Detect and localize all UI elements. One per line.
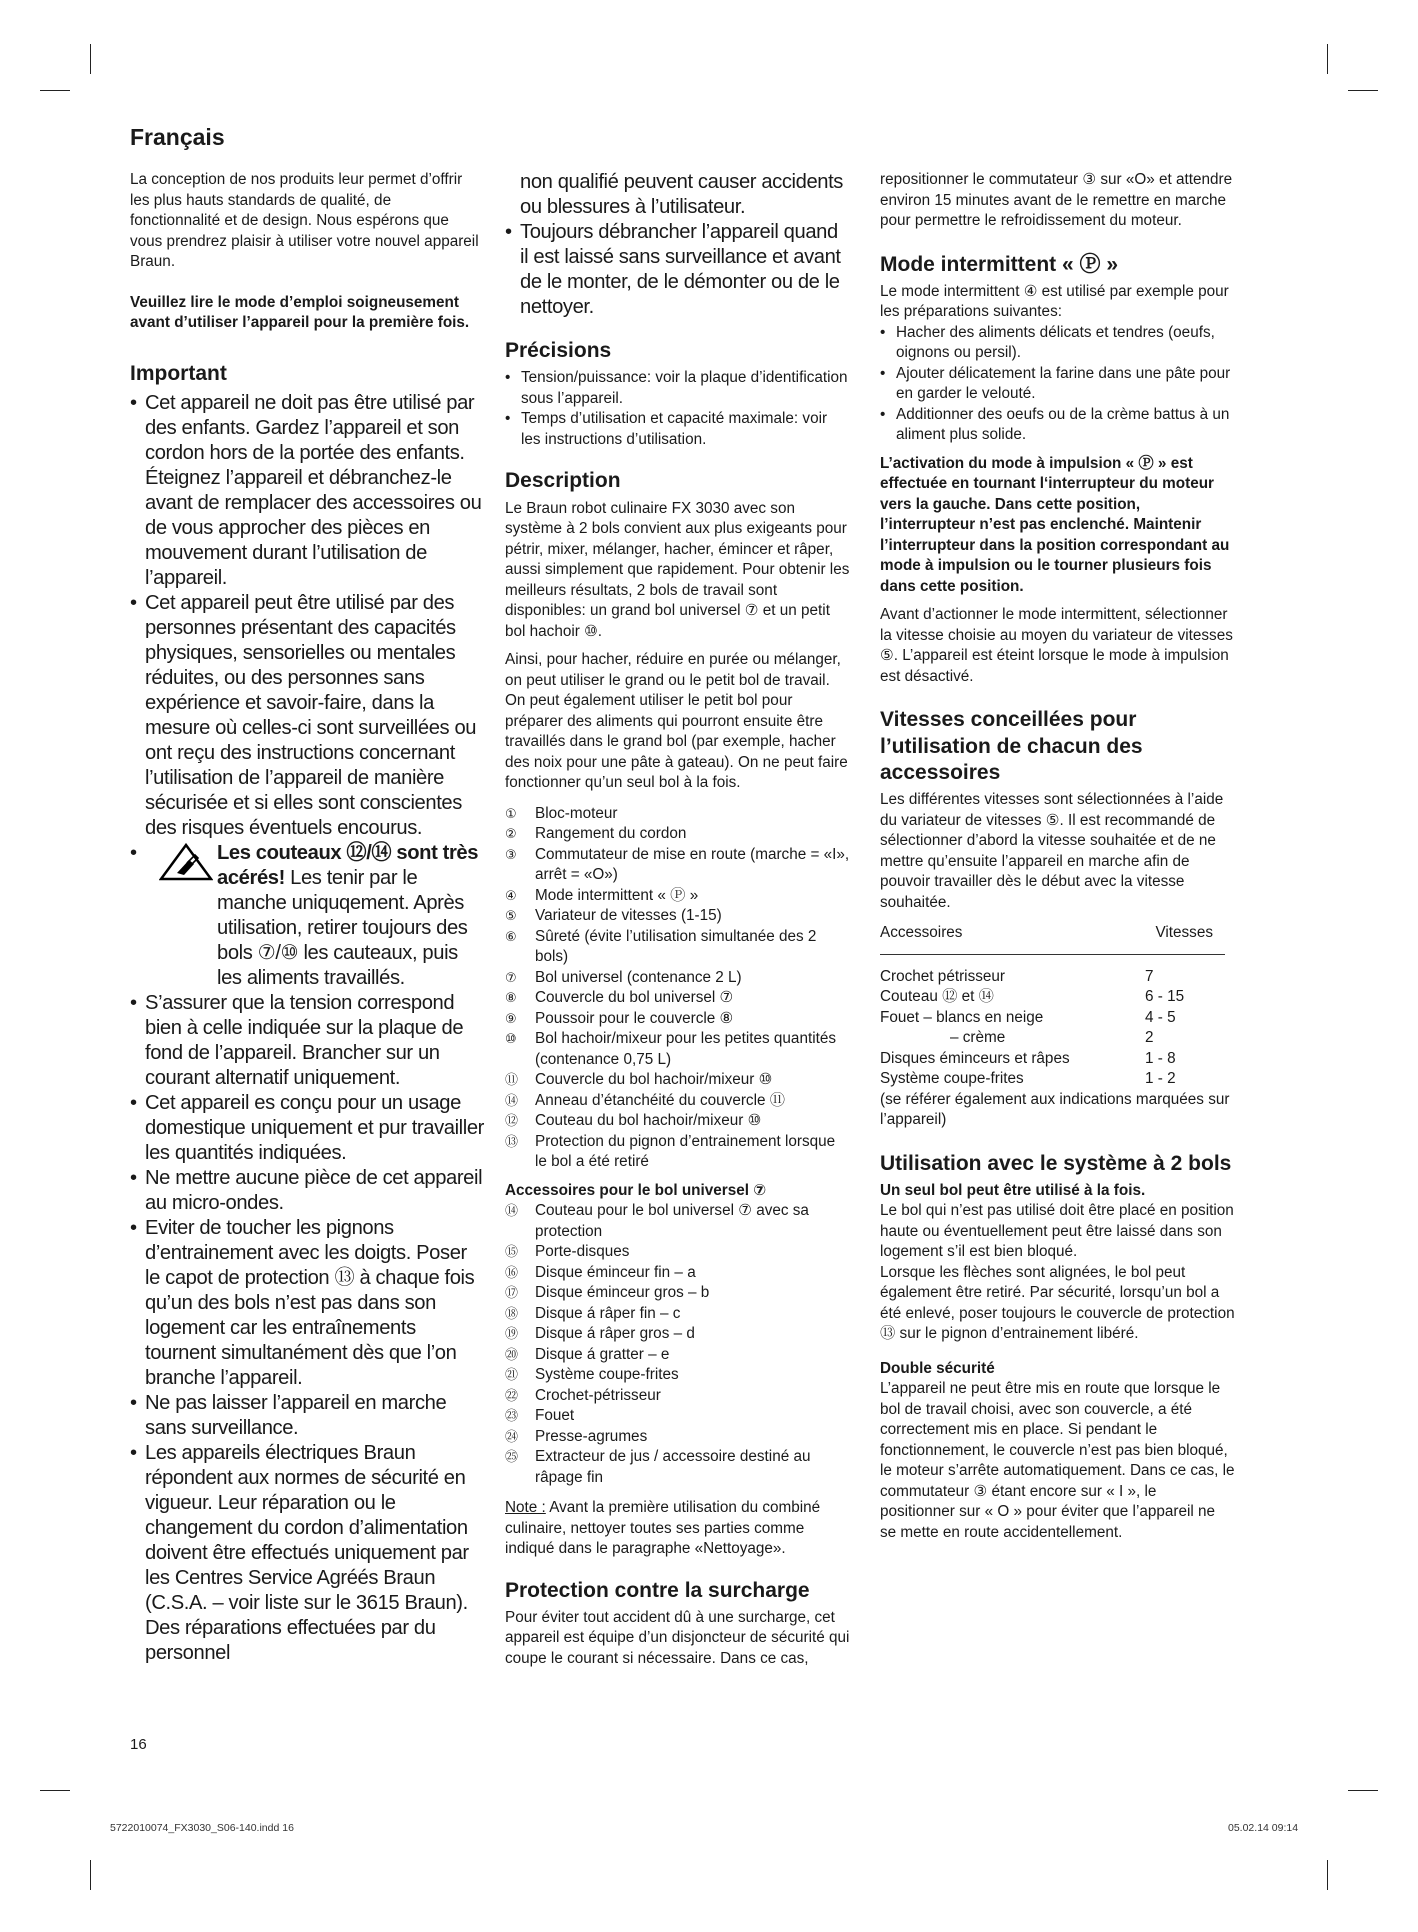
- part-item: [505, 1029, 850, 1070]
- list-item: • Cet appareil peut être utilisé par des personnes présentant des capacités physiques, sensorielles ou mentales réduites, ou des personnes sans expérience et savoir-faire, dans la mesure où celles-ci sont surveillées ou ont reçu des instructions concernant l’utilisation de l’appareil de manière sécurisée et si elles sont conscientes des risques éventuels encourus.: [130, 591, 485, 841]
- crop-mark: [40, 1790, 70, 1791]
- intermittent-paragraph: Le mode intermittent ④ est utilisé par exemple pour les préparations suivantes:: [880, 282, 1229, 321]
- part-number: ㉓: [505, 1408, 519, 1423]
- part-label: Sûreté (évite l’utilisation simultanée des 2 bols): [535, 927, 817, 965]
- precisions-heading: Précisions: [505, 339, 612, 362]
- speeds-table-header: [880, 923, 1225, 955]
- list-item: • Toujours débrancher l’appareil quand il est laissé sans surveillance et avant de le monter, de le démonter ou de le nettoyer.: [505, 220, 850, 320]
- part-item: [505, 1427, 850, 1448]
- two-bowl-paragraph: Lorsque les flèches sont alignées, le bol peut également être retiré. Par sécurité, lorsqu’un bol a été enlevé, poser toujours le couvercle de protection ⑬ sur le pignon d’entrainement libéré.: [880, 1263, 1235, 1343]
- part-label: Fouet: [535, 1407, 575, 1424]
- part-item: [505, 886, 850, 907]
- list-item: • Les appareils électriques Braun répondent aux normes de sécurité en vigueur. Leur réparation ou le changement du cordon d’alimentation doivent être effectués uniquement par les Centres Service Agréés Braun (C.S.A. – voir liste sur le 3615 Braun). Des réparations effectuées par du personnel: [130, 1441, 485, 1666]
- accessory-cell: Fouet – blancs en neige: [880, 1008, 1044, 1026]
- part-label: Disque á gratter – e: [535, 1345, 670, 1363]
- accessory-cell: Couteau ⑫ et ⑭: [880, 988, 994, 1005]
- list-item: • Ajouter délicatement la farine dans une pâte pour en garder le velouté.: [880, 364, 1235, 405]
- part-label: Couvercle du bol universel ⑦: [535, 989, 734, 1006]
- part-item: [505, 1091, 850, 1112]
- part-label: Bol hachoir/mixeur pour les petites quantités (contenance 0,75 L): [535, 1030, 837, 1068]
- part-number: ⑮: [505, 1244, 519, 1259]
- part-label: Couvercle du bol hachoir/mixeur ⑩: [535, 1071, 773, 1088]
- speeds-table: [880, 967, 1225, 1090]
- overload-paragraph: Pour éviter tout accident dû à une surcharge, cet appareil est équipe d’un disjoncteur de sécurité qui coupe le courant si nécessaire. Dans ce cas,: [505, 1608, 850, 1667]
- part-number: ⑦: [505, 969, 517, 985]
- print-slug-file: 5722010074_FX3030_S06-140.indd 16: [110, 1822, 294, 1834]
- speed-cell: 1 - 8: [1145, 1049, 1176, 1067]
- read-notice: Veuillez lire le mode d’emploi soigneusement avant d’utiliser l’appareil pour la première fois.: [130, 293, 470, 331]
- important-list: [130, 391, 485, 1666]
- part-label: Rangement du cordon: [535, 825, 687, 842]
- part-number: ㉒: [505, 1387, 519, 1403]
- description-paragraph: Ainsi, pour hacher, réduire en purée ou mélanger, on peut utiliser le grand ou le petit bol de travail. On peut également utiliser le petit bol pour préparer des aliments qui pourront ensuite être travaillés dans le grand bol (par exemple, hacher des noix pour une pâte à gateau). On ne peut faire fonctionner qu’un seul bol à la fois.: [505, 651, 848, 791]
- accessory-cell: Disques éminceurs et râpes: [880, 1049, 1070, 1067]
- part-number: ⑧: [505, 990, 517, 1005]
- crop-mark: [1327, 1860, 1328, 1890]
- part-item: [505, 1132, 850, 1173]
- table-row: [880, 1008, 1225, 1029]
- part-number: ⑭: [505, 1092, 519, 1108]
- note-text: Avant la première utilisation du combiné culinaire, nettoyer toutes ses parties comme indiqué dans le paragraphe «Nettoyage».: [505, 1499, 821, 1557]
- speeds-col-speed: Vitesses: [1155, 924, 1213, 941]
- note-label: Note :: [505, 1499, 546, 1516]
- important-list-continued: [505, 220, 850, 320]
- intermittent-paragraph-2: Avant d’actionner le mode intermittent, sélectionner la vitesse choisie au moyen du variateur de vitesses ⑤. L’appareil est éteint lorsque le mode à impulsion est désactivé.: [880, 606, 1233, 685]
- column-1: [130, 170, 485, 1666]
- sharp-blade-warning-icon: [159, 843, 213, 881]
- part-item: [505, 1304, 850, 1325]
- part-number: ⑭: [505, 1203, 519, 1218]
- crop-mark: [40, 90, 70, 91]
- part-number: ⑲: [505, 1326, 519, 1341]
- accessories-heading: Accessoires pour le bol universel ⑦: [505, 1181, 767, 1199]
- intermittent-heading: Mode intermittent « Ⓟ »: [880, 252, 1119, 276]
- knife-warning-text: Les tenir par le manche uniquqement. Après utilisation, retirer toujours des bols ⑦/⑩ les cauteaux, puis les aliments travaillés.: [217, 866, 468, 989]
- part-number: ②: [505, 826, 517, 841]
- accessories-list: [505, 1201, 850, 1488]
- two-bowl-bold: Un seul bol peut être utilisé à la fois.: [880, 1181, 1146, 1199]
- speed-cell: 7: [1145, 967, 1154, 985]
- speed-cell: 2: [1145, 1029, 1154, 1046]
- list-item: • Cet appareil es conçu pour un usage domestique uniquement et pur travailler les quantités indiquées.: [130, 1091, 485, 1166]
- table-row: [880, 1069, 1225, 1090]
- part-item: [505, 1070, 850, 1091]
- accessory-cell: Système coupe-frites: [880, 1070, 1024, 1087]
- part-label: Bol universel (contenance 2 L): [535, 968, 742, 986]
- list-item: • Ne pas laisser l’appareil en marche sans surveillance.: [130, 1391, 485, 1441]
- overload-heading: Protection contre la surcharge: [505, 1578, 810, 1602]
- speed-cell: 4 - 5: [1145, 1008, 1176, 1026]
- part-number: ㉑: [505, 1367, 519, 1382]
- part-label: Crochet-pétrisseur: [535, 1386, 661, 1404]
- impulse-mode-notice: L’activation du mode à impulsion « Ⓟ » est effectuée en tournant l‘interrupteur du moteur vers la gauche. Dans cette position, l’interrupteur n’est pas enclenché. Maintenir l’interrupteur dans la position correspondant au mode à impulsion ou le tourner plusieurs fois dans cette position.: [880, 454, 1230, 595]
- two-bowl-paragraph: Le bol qui n’est pas utilisé doit être placé en position haute ou éventuellement peut être laissé dans son logement s’il est bien bloqué.: [880, 1202, 1234, 1261]
- part-label: Disque éminceur fin – a: [535, 1263, 696, 1281]
- part-item: [505, 804, 850, 825]
- part-label: Disque éminceur gros – b: [535, 1284, 710, 1301]
- important-heading: Important: [130, 361, 227, 385]
- part-item: [505, 1324, 850, 1345]
- part-label: Commutateur de mise en route (marche = «I», arrêt = «O»): [535, 845, 850, 883]
- part-item: [505, 1406, 850, 1427]
- speeds-note: (se référer également aux indications marquées sur l’appareil): [880, 1090, 1230, 1128]
- part-item: [505, 1283, 850, 1304]
- table-row: [880, 1049, 1225, 1070]
- page-number: 16: [130, 1736, 147, 1753]
- part-label: Porte-disques: [535, 1243, 630, 1260]
- part-item: [505, 824, 850, 845]
- description-paragraph: Le Braun robot culinaire FX 3030 avec son système à 2 bols convient aux plus exigeants pour pétrir, mixer, mélanger, hacher, émincer et râper, aussi simplement que rapidement. Pour obtenir les meilleurs résultats, 2 bols de travail sont disponibles: un grand bol universel ⑦ et un petit bol hachoir ⑩.: [505, 499, 850, 640]
- part-number: ⑬: [505, 1133, 519, 1149]
- list-item: • Hacher des aliments délicats et tendres (oeufs, oignons ou persil).: [880, 323, 1235, 364]
- crop-mark: [1327, 44, 1328, 74]
- part-item: [505, 1201, 850, 1242]
- speeds-heading: Vitesses conceillées pour l’utilisation de chacun des accessoires: [880, 708, 1143, 784]
- part-number: ⑰: [505, 1285, 519, 1300]
- list-item: • Temps d’utilisation et capacité maximale: voir les instructions d’utilisation.: [505, 409, 850, 450]
- intro-text: La conception de nos produits leur permet d’offrir les plus hauts standards de qualité, de fonctionnalité et de design. Nous espérons que vous prendrez plaisir à utiliser votre nouvel appareil Braun.: [130, 171, 479, 270]
- accessory-cell: – crème: [950, 1029, 1006, 1046]
- part-item: [505, 1365, 850, 1386]
- speeds-paragraph: Les différentes vitesses sont sélectionnées à l’aide du variateur de vitesses ⑤. Il est recommandé de sélectionner d’abord la vitesse souhaitée et de ne mettre qu’ensuite l’appareil en marche afin de pouvoir travailler dès le début avec la vitesse souhaitée.: [880, 791, 1224, 911]
- part-number: ⑱: [505, 1305, 519, 1321]
- part-number: ⑨: [505, 1010, 517, 1026]
- part-label: Système coupe-frites: [535, 1366, 679, 1383]
- accessory-cell: Crochet pétrisseur: [880, 967, 1005, 985]
- part-number: ⑤: [505, 908, 517, 923]
- part-item: [505, 968, 850, 989]
- knife-warning-bold: Les couteaux ⑫/⑭ sont très acérés!: [217, 841, 479, 889]
- part-label: Bloc-moteur: [535, 804, 618, 822]
- description-heading: Description: [505, 469, 621, 493]
- list-item: • Eviter de toucher les pignons d’entrainement avec les doigts. Poser le capot de protection ⑬ à chaque fois qu’un des bols n’est pas dans son logement car les entraînements tournent simultanément dès que l’on branche l’appareil.: [130, 1216, 485, 1391]
- part-item: [505, 1447, 850, 1488]
- part-label: Protection du pignon d’entrainement lorsque le bol a été retiré: [535, 1132, 836, 1170]
- note-paragraph: [505, 1498, 850, 1560]
- speeds-col-accessories: Accessoires: [880, 924, 963, 941]
- list-item: • Tension/puissance: voir la plaque d’identification sous l’appareil.: [505, 368, 850, 409]
- part-number: ⑳: [505, 1346, 519, 1362]
- part-number: ⑯: [505, 1264, 519, 1280]
- list-item: • S’assurer que la tension correspond bien à celle indiquée sur la plaque de fond de l’appareil. Brancher sur un courant alternatif uniquement.: [130, 991, 485, 1091]
- table-row: [880, 987, 1225, 1008]
- part-number: ③: [505, 846, 517, 862]
- part-label: Anneau d’étanchéité du couvercle ⑪: [535, 1091, 786, 1109]
- crop-mark: [1348, 90, 1378, 91]
- part-number: ④: [505, 887, 517, 903]
- part-item: [505, 1345, 850, 1366]
- overload-continued: repositionner le commutateur ③ sur «O» et attendre environ 15 minutes avant de le remettre en marche pour permettre le refroidissement du moteur.: [880, 171, 1233, 229]
- table-row: [880, 1028, 1225, 1049]
- double-safety-paragraph: L’appareil ne peut être mis en route que lorsque le bol de travail choisi, avec son couvercle, a été correctement mis en place. Si pendant le fonctionnement, le couvercle n’est pas bien bloqué, le moteur s’arrête automatiquement. Dans ce cas, le commutateur ③ étant encore sur « I », le positionner sur « O » pour éviter que l’appareil ne se mette en route accidentellement.: [880, 1380, 1235, 1541]
- precisions-list: [505, 368, 850, 450]
- crop-mark: [1348, 1790, 1378, 1791]
- table-row: [880, 967, 1225, 988]
- list-item: • Ne mettre aucune pièce de cet appareil au micro-ondes.: [130, 1166, 485, 1216]
- part-label: Disque á râper fin – c: [535, 1304, 681, 1322]
- part-number: ⑩: [505, 1031, 517, 1046]
- important-continued: non qualifié peuvent causer accidents ou blessures à l’utilisateur.: [520, 171, 844, 218]
- part-label: Variateur de vitesses (1-15): [535, 907, 722, 924]
- column-2: [505, 170, 850, 1669]
- crop-mark: [90, 1860, 91, 1890]
- speed-cell: 1 - 2: [1145, 1070, 1176, 1087]
- part-label: Disque á râper gros – d: [535, 1325, 695, 1342]
- part-label: Couteau du bol hachoir/mixeur ⑩: [535, 1112, 762, 1129]
- part-number: ㉕: [505, 1449, 519, 1464]
- part-item: [505, 988, 850, 1009]
- part-item: [505, 845, 850, 886]
- list-item: • Cet appareil ne doit pas être utilisé par des enfants. Gardez l’appareil et son cordon hors de la portée des enfants. Éteignez l’appareil et débranchez-le avant de remplacer des accessoires ou de vous approcher des pièces en mouvement durant l’utilisation de l’appareil.: [130, 391, 485, 591]
- speed-cell: 6 - 15: [1145, 988, 1185, 1005]
- part-label: Presse-agrumes: [535, 1427, 648, 1445]
- part-item: [505, 906, 850, 927]
- part-item: [505, 1009, 850, 1030]
- part-label: Extracteur de jus / accessoire destiné au râpage fin: [535, 1448, 811, 1486]
- part-item: [505, 1263, 850, 1284]
- list-item: • Additionner des oeufs ou de la crème battus à un aliment plus solide.: [880, 405, 1235, 446]
- print-slug-date: 05.02.14 09:14: [1228, 1822, 1299, 1834]
- part-label: Poussoir pour le couvercle ⑧: [535, 1009, 734, 1027]
- part-number: ①: [505, 805, 517, 821]
- crop-mark: [90, 44, 91, 74]
- column-3: [880, 170, 1235, 1543]
- part-number: ⑫: [505, 1113, 519, 1128]
- page-title: Français: [130, 124, 225, 150]
- part-item: [505, 1242, 850, 1263]
- part-item: [505, 927, 850, 968]
- part-item: [505, 1386, 850, 1407]
- part-label: Couteau pour le bol universel ⑦ avec sa protection: [535, 1202, 809, 1240]
- intermittent-list: [880, 323, 1235, 446]
- part-label: Mode intermittent « Ⓟ »: [535, 886, 699, 904]
- part-number: ㉔: [505, 1428, 519, 1444]
- parts-list: [505, 804, 850, 1173]
- list-item: [130, 841, 485, 991]
- double-safety-heading: Double sécurité: [880, 1359, 995, 1377]
- part-item: [505, 1111, 850, 1132]
- two-bowl-heading: Utilisation avec le système à 2 bols: [880, 1151, 1232, 1175]
- part-number: ⑥: [505, 928, 517, 944]
- part-number: ⑪: [505, 1072, 519, 1087]
